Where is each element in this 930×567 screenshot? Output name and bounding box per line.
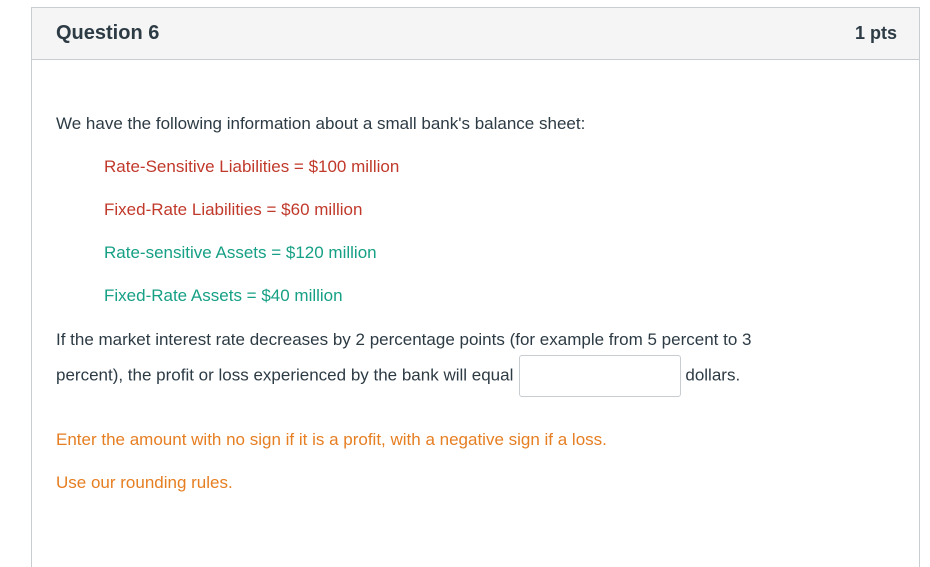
question-card [31, 7, 920, 567]
question-intro: We have the following information about a small bank's balance sheet: [56, 114, 586, 133]
answer-input[interactable] [519, 355, 681, 397]
question-header [32, 8, 919, 60]
instruction-sign: Enter the amount with no sign if it is a profit, with a negative sign if a loss. [56, 430, 607, 449]
question-points: 1 pts [854, 23, 897, 43]
instruction-rounding: Use our rounding rules. [56, 473, 233, 492]
question-title: Question 6 [56, 22, 160, 44]
answer-units: dollars. [685, 365, 741, 385]
rate-sensitive-assets: Rate-sensitive Assets = $120 million [104, 243, 377, 262]
fixed-rate-assets: Fixed-Rate Assets = $40 million [104, 286, 343, 305]
question-prompt-line1: If the market interest rate decreases by 2 percentage points (for example from 5 percent to 3 [56, 330, 752, 349]
fixed-rate-liabilities: Fixed-Rate Liabilities = $60 million [104, 200, 363, 219]
question-prompt-line2 [56, 355, 740, 397]
question-prompt-text: percent), the profit or loss experienced by the bank will equal [56, 365, 514, 385]
rate-sensitive-liabilities: Rate-Sensitive Liabilities = $100 million [104, 157, 400, 176]
